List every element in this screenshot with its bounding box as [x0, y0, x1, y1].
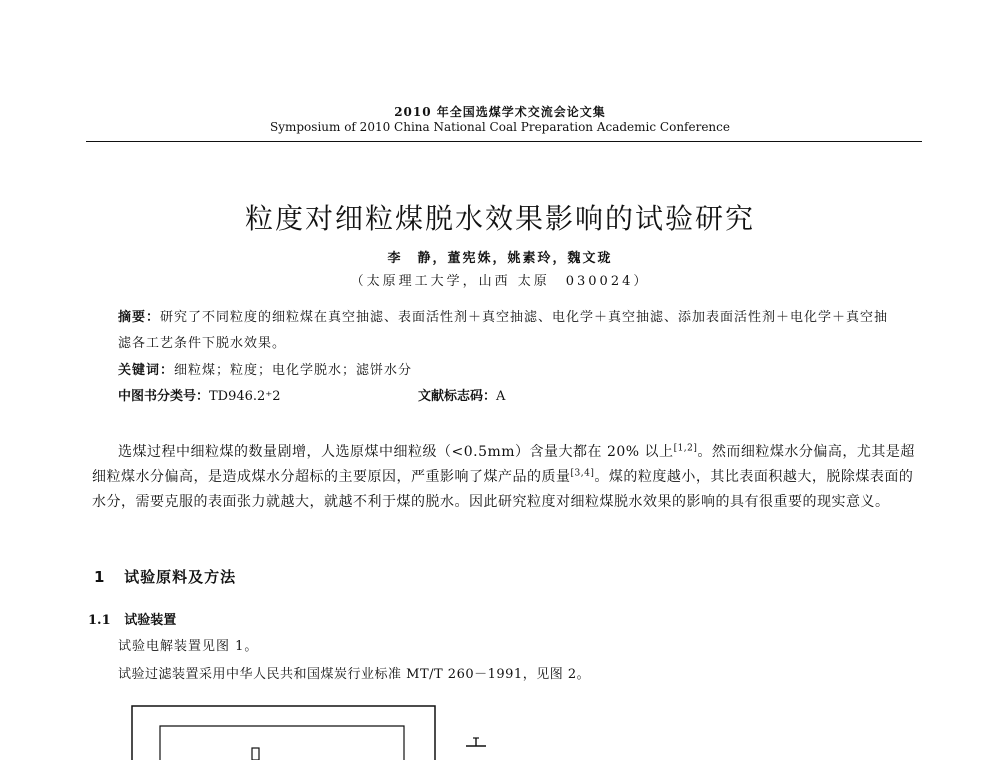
keywords-label: 关键词：	[118, 363, 175, 378]
section-title: 试验原料及方法	[124, 568, 237, 586]
affiliation: （太原理工大学，山西 太原 030024）	[350, 274, 650, 289]
doc-code-label: 文献标志码：	[418, 389, 497, 404]
intro-paragraph	[92, 440, 916, 515]
doc-code-value: A	[496, 389, 506, 404]
subsection-title: 试验装置	[124, 613, 177, 628]
abstract-label: 摘要：	[118, 310, 161, 325]
intro-text-3: 。煤的粒度越小，其比表面积越大，脱除煤表面的水分，需要克服的表面张力就越大，就越不利于煤的脱水。因此研究粒度对细粒煤脱水效果的影响的具有很重要的现实意义。	[92, 469, 914, 510]
section-number: 1	[94, 568, 106, 586]
body-line: 试验电解装置见图 1。	[118, 639, 259, 654]
classification-number	[118, 385, 280, 404]
section-heading-1	[94, 566, 236, 587]
subsection-number: 1.1	[88, 613, 111, 628]
figure-1-apparatus-top	[130, 700, 550, 760]
body-line: 试验过滤装置采用中华人民共和国煤炭行业标准 MT/T 260－1991，见图 2。	[118, 667, 591, 682]
subsection-heading-1-1	[88, 609, 176, 628]
keywords-text: 细粒煤；粒度；电化学脱水；滤饼水分	[174, 363, 413, 378]
running-header-chinese: 2010 年全国选煤学术交流会论文集	[394, 105, 606, 119]
keywords	[118, 359, 412, 378]
intro-text-1: 选煤过程中细粒煤的数量剧增，人选原煤中细粒级（<0.5mm）含量大都在 20% 以上	[118, 444, 674, 460]
figure-inner-frame	[160, 726, 404, 760]
intro-text-2: 。然而细粒煤水分偏高，尤其是超细粒煤水分偏高，是造成煤水分超标的主要原因，严重影响了煤产品的质量	[92, 444, 915, 485]
running-header-english: Symposium of 2010 China National Coal Preparation Academic Conference	[270, 120, 730, 134]
citation-2: [3,4]	[570, 468, 595, 479]
abstract-text: 研究了不同粒度的细粒煤在真空抽滤、表面活性剂＋真空抽滤、电化学＋真空抽滤、添加表面活性剂＋电化学＋真空抽滤各工艺条件下脱水效果。	[118, 310, 889, 351]
citation-1: [1,2]	[673, 443, 698, 454]
header-rule	[86, 141, 922, 142]
author-list: 李 静，董宪姝，姚素玲，魏文珑	[387, 251, 613, 266]
document-code	[418, 385, 505, 404]
figure-electrode	[252, 748, 259, 760]
clc-value: TD946.2⁺2	[209, 389, 281, 404]
clc-label: 中图书分类号：	[118, 389, 210, 404]
paper-title: 粒度对细粒煤脱水效果影响的试验研究	[244, 202, 755, 235]
abstract	[118, 305, 894, 357]
figure-outer-frame	[132, 706, 435, 760]
